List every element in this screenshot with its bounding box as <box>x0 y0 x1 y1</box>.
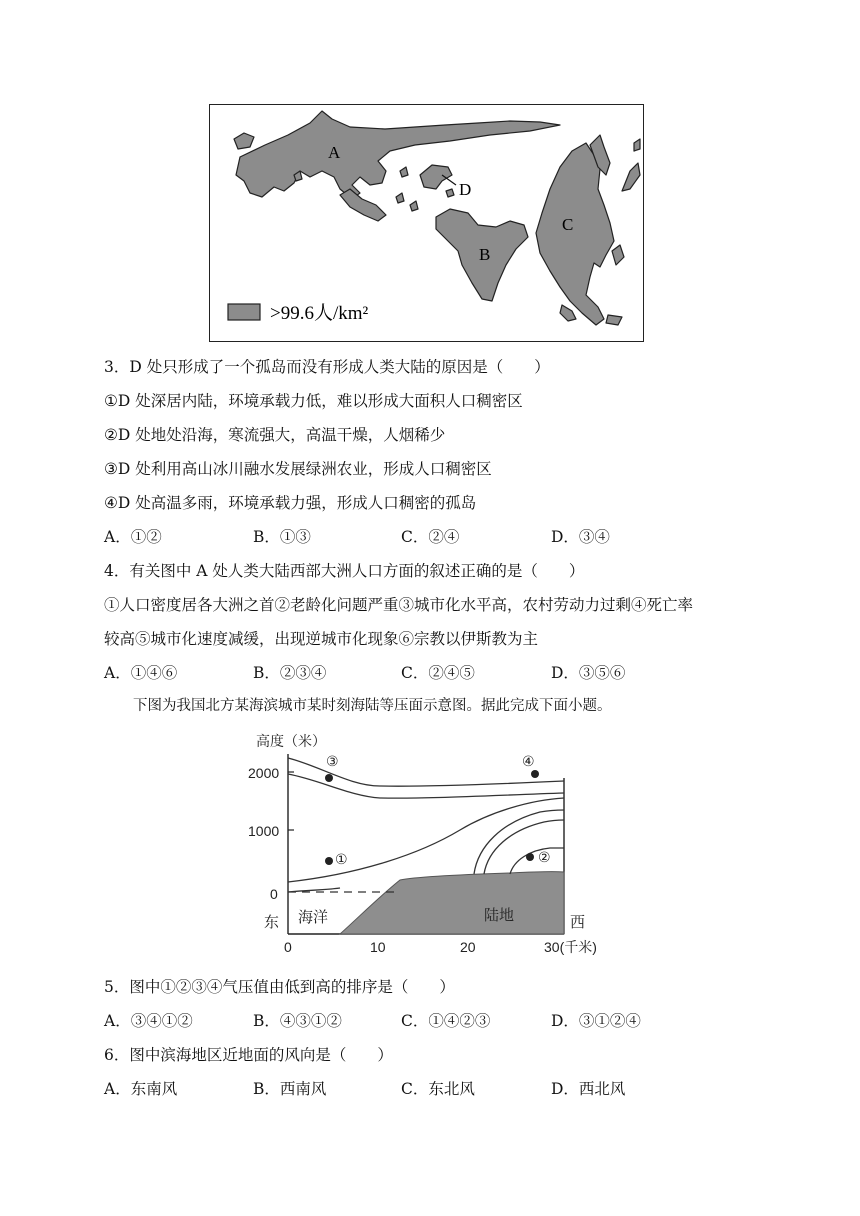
q6-stem: 6．图中滨海地区近地面的风向是（ ） <box>104 1046 393 1064</box>
land-area <box>340 872 564 934</box>
q4-option-a[interactable]: A．①④⑥ <box>104 664 178 682</box>
q3-item-1: ①D 处深居内陆，环境承载力低，难以形成大面积人口稠密区 <box>104 392 523 410</box>
q3-option-c[interactable]: C．②④ <box>401 528 460 546</box>
diagram-x-tick-30: 30(千米) <box>544 939 597 955</box>
q6-option-d[interactable]: D．西北风 <box>551 1080 626 1098</box>
diagram-west-label: 西 <box>570 914 586 931</box>
diagram-y-title: 高度（米） <box>256 733 326 749</box>
map-label-b: B <box>479 245 491 264</box>
q3-item-2: ②D 处地处沿海，寒流强大，高温干燥，人烟稀少 <box>104 426 446 444</box>
land-label: 陆地 <box>484 907 515 924</box>
q6-option-c[interactable]: C．东北风 <box>401 1080 475 1098</box>
diagram-y-tick-2000: 2000 <box>248 765 280 781</box>
diagram-y-tick-0: 0 <box>270 886 278 902</box>
section-intro: 下图为我国北方某海滨城市某时刻海陆等压面示意图。据此完成下面小题。 <box>133 698 612 714</box>
legend-label: >99.6人/km² <box>270 303 369 324</box>
diagram-x-tick-10: 10 <box>370 939 386 955</box>
region-d-shape <box>420 165 452 189</box>
q4-statement-line-2: 较高⑤城市化速度减缓，出现逆城市化现象⑥宗教以伊斯教为主 <box>104 630 539 648</box>
map-label-d: D <box>459 180 472 199</box>
q3-item-3: ③D 处利用高山冰川融水发展绿洲农业，形成人口稠密区 <box>104 460 492 478</box>
q5-option-c[interactable]: C．①④②③ <box>401 1012 491 1030</box>
legend-swatch <box>228 304 260 320</box>
q3-stem: 3．D 处只形成了一个孤岛而没有形成人类大陆的原因是（ ） <box>104 358 550 376</box>
map-label-c: C <box>562 215 574 234</box>
point-label-3: ③ <box>326 753 339 769</box>
q4-option-d[interactable]: D．③⑤⑥ <box>551 664 626 682</box>
region-a-islet <box>234 133 254 149</box>
region-a-shape <box>236 111 560 199</box>
q6-option-b[interactable]: B．西南风 <box>253 1080 327 1098</box>
isobar-diagram <box>240 726 620 960</box>
point-label-4: ④ <box>522 753 535 769</box>
sea-label: 海洋 <box>298 909 329 926</box>
q4-option-b[interactable]: B．②③④ <box>253 664 327 682</box>
q3-option-a[interactable]: A．①② <box>104 528 162 546</box>
isobar-lower-4 <box>510 848 564 874</box>
q3-option-b[interactable]: B．①③ <box>253 528 311 546</box>
point-label-1: ① <box>335 851 348 867</box>
diagram-x-tick-0: 0 <box>284 939 292 955</box>
q3-option-d[interactable]: D．③④ <box>551 528 610 546</box>
q5-option-d[interactable]: D．③①②④ <box>551 1012 641 1030</box>
q6-option-a[interactable]: A．东南风 <box>104 1080 178 1098</box>
q5-option-b[interactable]: B．④③①② <box>253 1012 342 1030</box>
map-label-a: A <box>328 143 341 162</box>
population-map <box>209 104 644 342</box>
diagram-east-label: 东 <box>264 914 280 931</box>
isobar-lower-3 <box>484 820 564 874</box>
q5-option-a[interactable]: A．③④①② <box>104 1012 193 1030</box>
q4-option-c[interactable]: C．②④⑤ <box>401 664 475 682</box>
point-label-2: ② <box>538 849 551 865</box>
population-map-svg <box>210 105 642 340</box>
isobar-lower-1 <box>288 798 564 882</box>
q5-stem: 5．图中①②③④气压值由低到高的排序是（ ） <box>104 978 455 996</box>
q4-statement-line-1: ①人口密度居各大洲之首②老龄化问题严重③城市化水平高，农村劳动力过剩④死亡率 <box>104 596 694 614</box>
q3-item-4: ④D 处高温多雨，环境承载力强，形成人口稠密的孤岛 <box>104 494 477 512</box>
diagram-y-tick-1000: 1000 <box>248 823 280 839</box>
q4-stem: 4．有关图中 A 处人类大陆西部大洲人口方面的叙述正确的是（ ） <box>104 562 585 580</box>
diagram-x-tick-20: 20 <box>460 939 476 955</box>
region-a-peninsula <box>340 189 386 221</box>
